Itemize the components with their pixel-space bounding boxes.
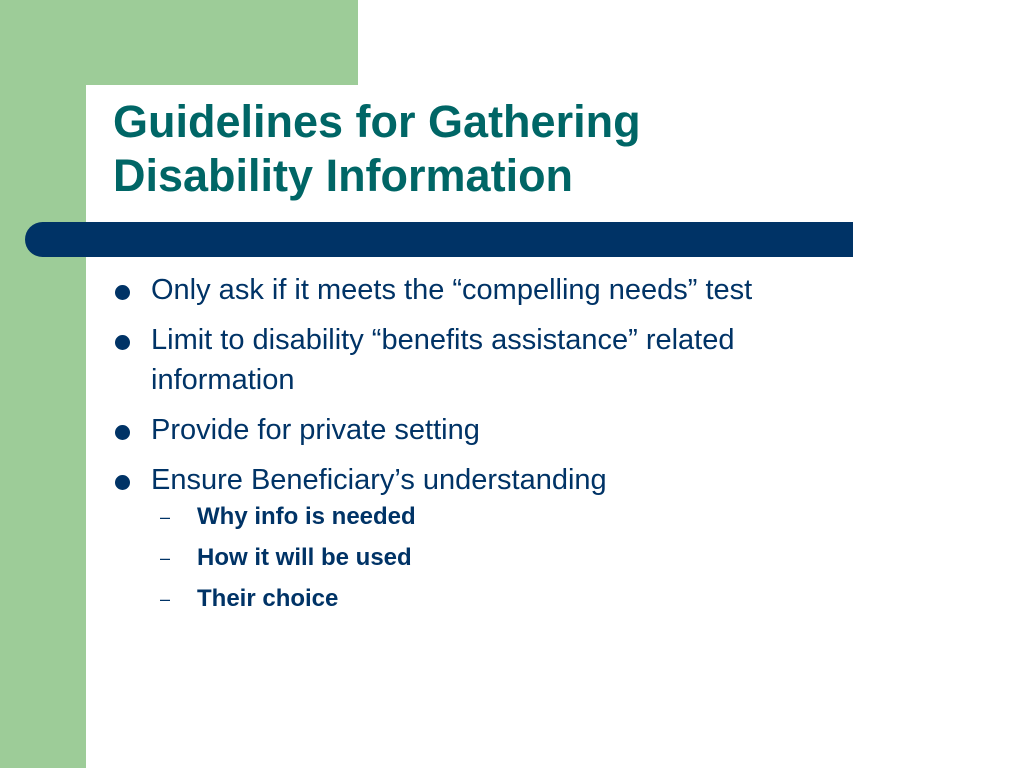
bullet-dot-icon: [115, 335, 130, 350]
sub-bullet-text: How it will be used: [197, 544, 412, 571]
sub-bullet-text: Their choice: [197, 585, 339, 612]
sub-bullet-item: [0, 543, 871, 573]
bullet-dot-icon: [115, 285, 130, 300]
sub-bullet-text: Why info is needed: [197, 503, 416, 530]
slide-title-line-2: Disability Information: [113, 150, 574, 201]
slide-title-line-1: Guidelines for Gathering: [113, 96, 641, 147]
bullet-item: [0, 460, 871, 614]
bullet-text: Provide for private setting: [151, 414, 480, 446]
sub-bullet-item: [0, 584, 871, 614]
slide-title: [113, 95, 873, 203]
bullet-item: [0, 410, 871, 450]
green-accent-top: [0, 0, 358, 85]
sub-bullet-item: [0, 502, 871, 532]
dash-icon: –: [160, 507, 171, 527]
title-rule-bar: [25, 222, 853, 257]
bullet-text: Ensure Beneficiary’s understanding: [151, 464, 607, 496]
dash-icon: –: [160, 589, 171, 609]
bullet-list: [0, 270, 1024, 625]
dash-icon: –: [160, 548, 171, 568]
bullet-item: [0, 270, 871, 310]
bullet-text: Only ask if it meets the “compelling needs” test: [151, 274, 753, 306]
bullet-dot-icon: [115, 475, 130, 490]
sub-bullet-list: [0, 502, 871, 614]
bullet-dot-icon: [115, 425, 130, 440]
bullet-item: [0, 320, 871, 400]
bullet-text: Limit to disability “benefits assistance” related information: [151, 324, 735, 396]
